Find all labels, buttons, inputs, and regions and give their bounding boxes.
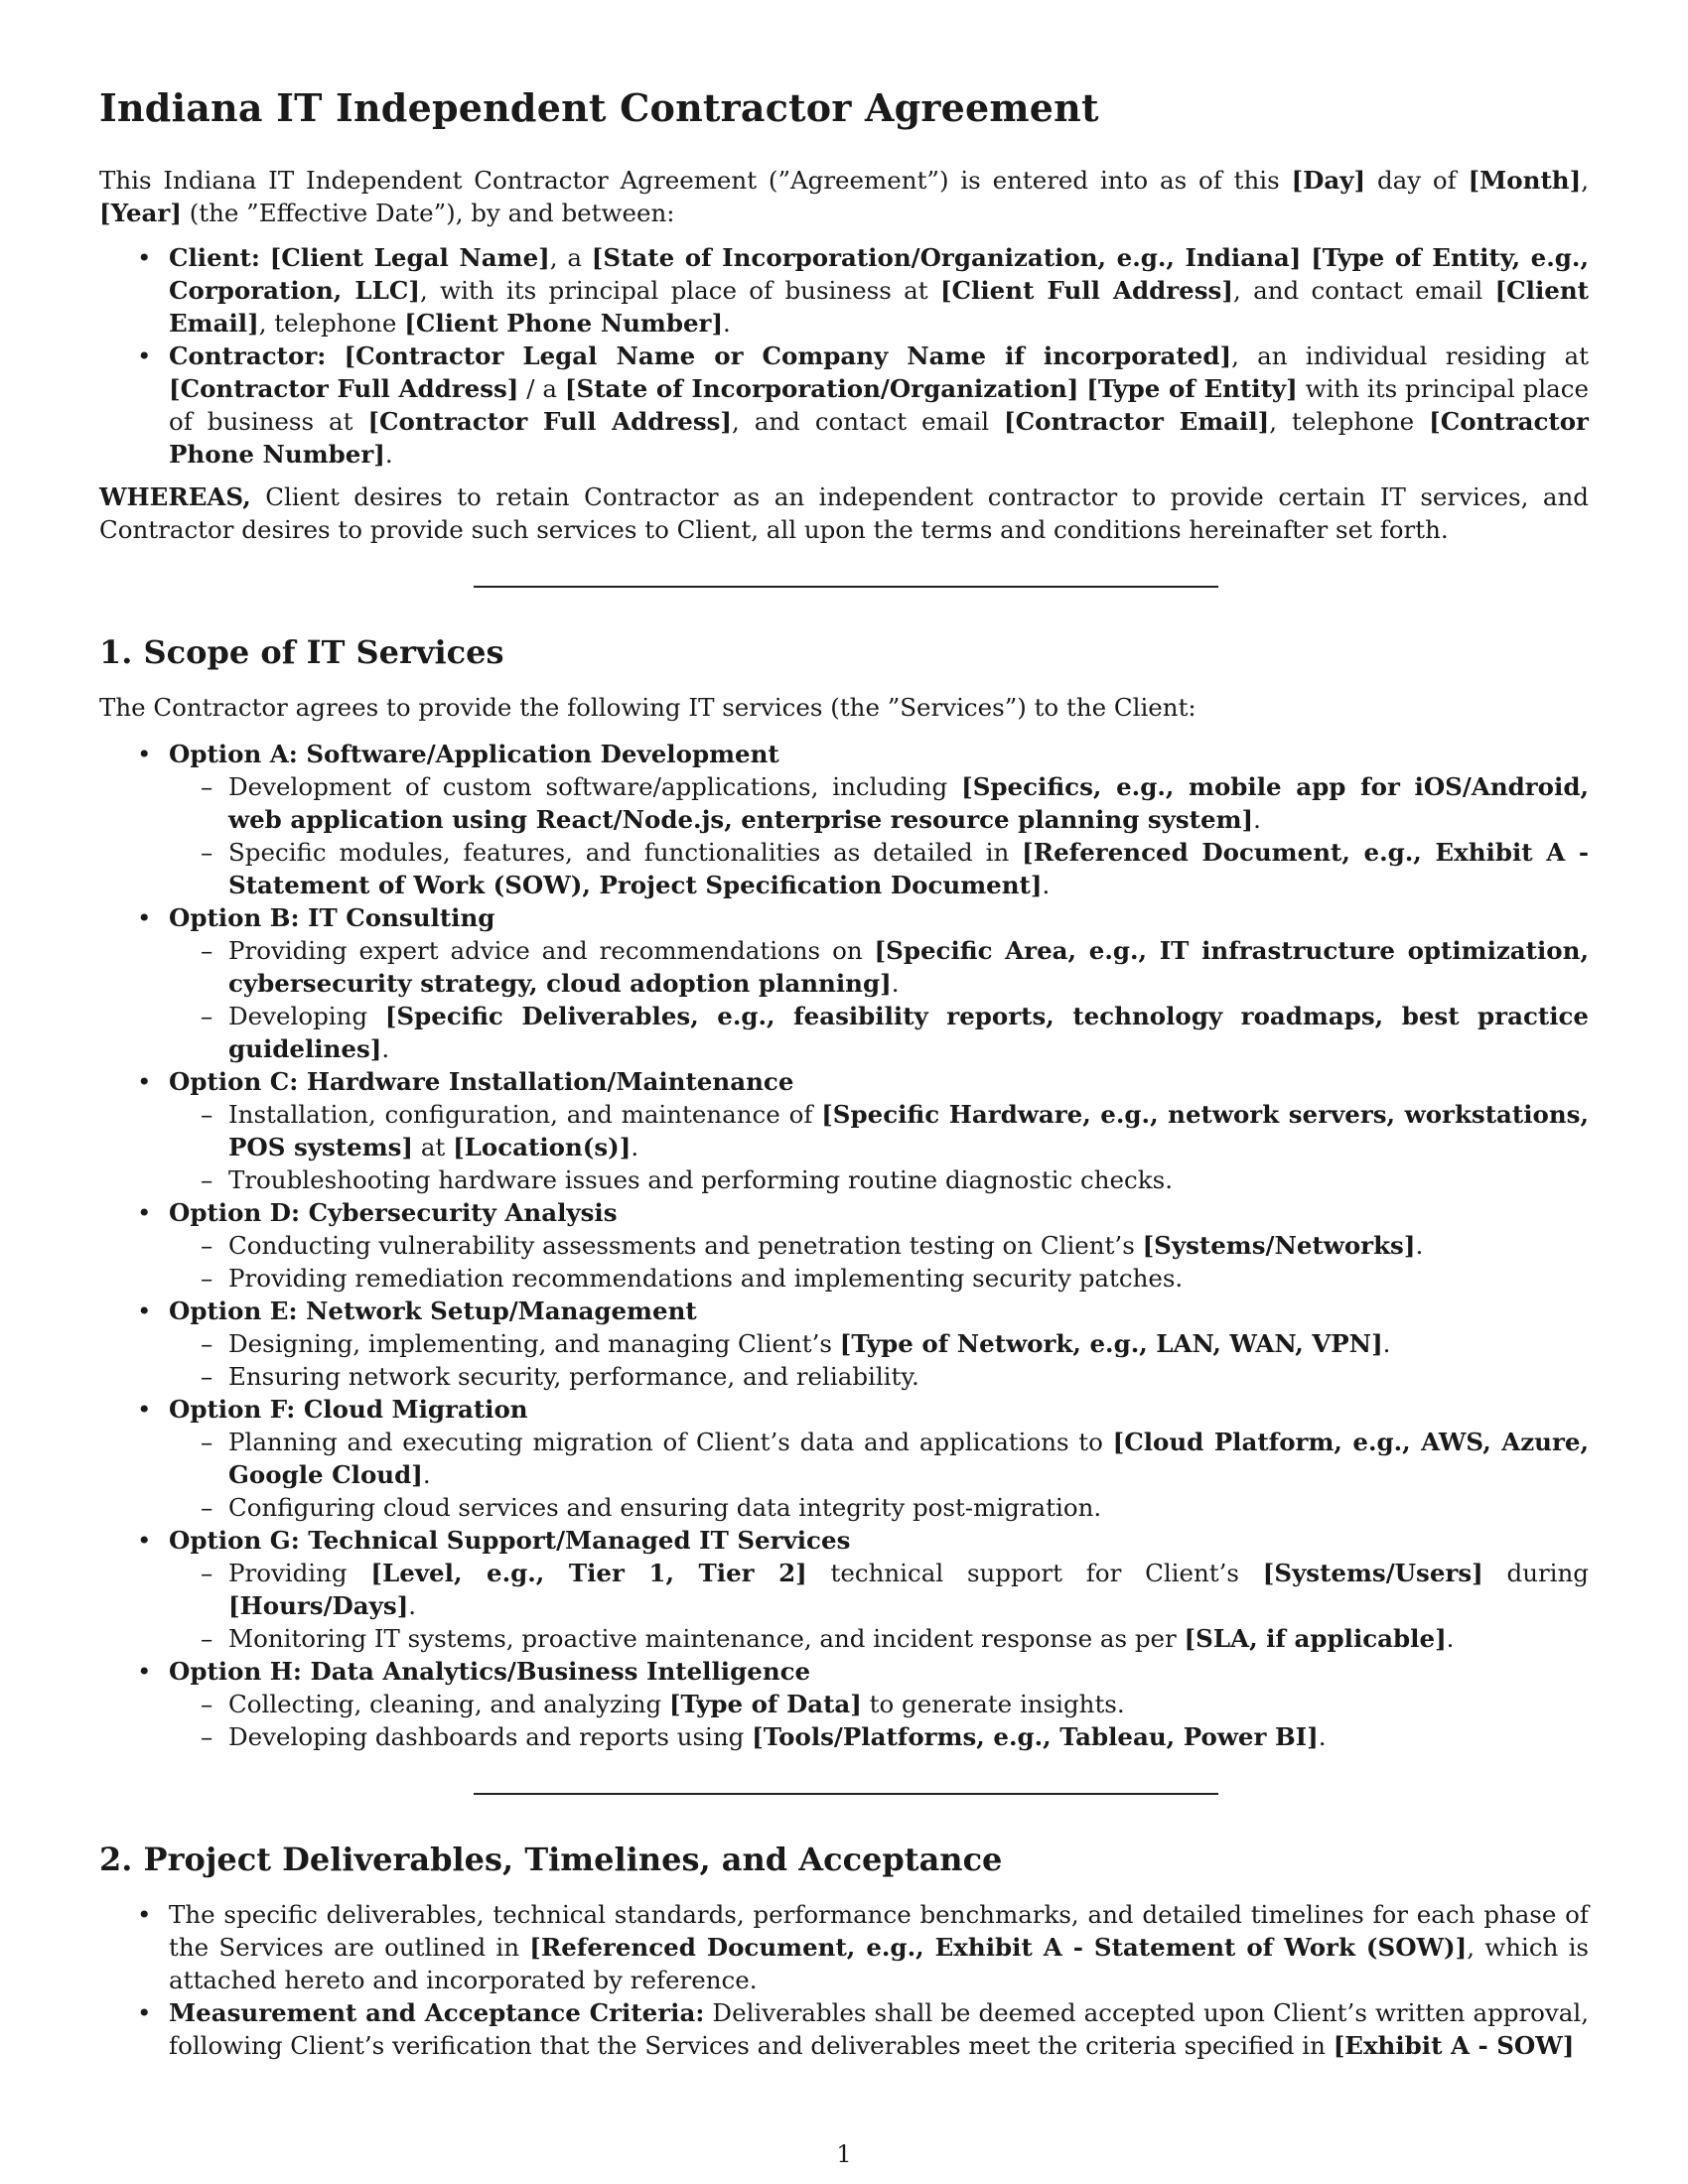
option-details bbox=[169, 1426, 1589, 1524]
text: . bbox=[1382, 1329, 1391, 1358]
text: technical support for Client’s bbox=[806, 1559, 1263, 1587]
intro-text: , bbox=[1581, 166, 1589, 195]
text: Deliverables shall be deemed accepted upon Client’s written approval, following Client’s verification that the Services and deliverables meet the criteria specified in bbox=[169, 1998, 1589, 2060]
option-e bbox=[99, 1295, 1589, 1393]
intro-text: day of bbox=[1365, 166, 1469, 195]
whereas-paragraph bbox=[99, 480, 1589, 546]
text: , and contact email bbox=[732, 407, 1005, 436]
text: / a bbox=[518, 374, 565, 403]
text: Designing, implementing, and managing Client’s bbox=[228, 1329, 840, 1358]
detail-item bbox=[169, 1622, 1589, 1655]
section-heading: 1. Scope of IT Services bbox=[99, 633, 504, 671]
parties-list bbox=[99, 241, 1589, 471]
text: during bbox=[1482, 1559, 1589, 1587]
placeholder: [Specifics, e.g., mobile app for iOS/Android, web application using React/Node.js, enterprise resource planning system] bbox=[228, 772, 1589, 834]
intro-paragraph bbox=[99, 164, 1589, 229]
placeholder: [Specific Area, e.g., IT infrastructure optimization, cybersecurity strategy, cloud adoption planning] bbox=[228, 936, 1589, 998]
detail-item bbox=[169, 1426, 1589, 1491]
placeholder: [Client Full Address] bbox=[939, 276, 1233, 305]
option-title: Option G: Technical Support/Managed IT Services bbox=[169, 1526, 851, 1555]
document-page bbox=[99, 85, 1589, 2062]
text bbox=[326, 341, 344, 370]
option-b bbox=[99, 901, 1589, 1065]
option-c bbox=[99, 1065, 1589, 1196]
text bbox=[260, 243, 270, 272]
option-details bbox=[169, 1098, 1589, 1196]
text: Developing bbox=[228, 1002, 385, 1030]
text: , a bbox=[549, 243, 592, 272]
detail-item: – Configuring cloud services and ensuring data integrity post-migration. bbox=[169, 1491, 1589, 1524]
detail-item: – Providing remediation recommendations and implementing security patches. bbox=[169, 1262, 1589, 1295]
text: . bbox=[1446, 1624, 1455, 1653]
acceptance-criteria-item bbox=[99, 1996, 1589, 2062]
text: at bbox=[413, 1133, 454, 1161]
whereas-label: WHEREAS, bbox=[99, 482, 251, 511]
option-a bbox=[99, 738, 1589, 901]
option-details bbox=[169, 1688, 1589, 1753]
placeholder: [Type of Data] bbox=[668, 1690, 862, 1718]
text: . bbox=[891, 969, 900, 998]
text: to generate insights. bbox=[861, 1690, 1125, 1718]
detail-item: – Ensuring network security, performance, and reliability. bbox=[169, 1360, 1589, 1393]
text: Installation, configuration, and maintenance of bbox=[228, 1100, 822, 1129]
option-title: Option C: Hardware Installation/Maintenance bbox=[169, 1067, 794, 1096]
detail-item bbox=[169, 836, 1589, 901]
document-title: Indiana IT Independent Contractor Agreement bbox=[99, 85, 1099, 130]
placeholder: [Contractor Full Address] bbox=[169, 374, 519, 403]
detail-item bbox=[169, 1688, 1589, 1720]
placeholder: [State of Incorporation/Organization] bbox=[564, 374, 1079, 403]
text: The specific deliverables, technical standards, performance benchmarks, and detailed timelines for each phase of the Services are outlined in bbox=[169, 1900, 1589, 1962]
placeholder: [Systems/Networks] bbox=[1142, 1231, 1416, 1260]
text: . bbox=[1415, 1231, 1424, 1260]
party-label: Contractor: bbox=[169, 341, 327, 370]
placeholder: [Client Phone Number] bbox=[404, 309, 724, 338]
detail-item bbox=[169, 1000, 1589, 1065]
placeholder: [Contractor Phone Number] bbox=[169, 407, 1589, 469]
placeholder: [Hours/Days] bbox=[228, 1591, 409, 1620]
placeholder: [Client Legal Name] bbox=[269, 243, 550, 272]
placeholder: [Type of Network, e.g., LAN, WAN, VPN] bbox=[839, 1329, 1383, 1358]
text: . bbox=[1253, 805, 1261, 834]
text: Monitoring IT systems, proactive maintenance, and incident response as per bbox=[228, 1624, 1185, 1653]
option-d bbox=[99, 1196, 1589, 1295]
option-title: Option H: Data Analytics/Business Intelligence bbox=[169, 1657, 811, 1686]
text bbox=[1301, 243, 1311, 272]
section-divider bbox=[474, 1793, 1218, 1795]
option-title: Option D: Cybersecurity Analysis bbox=[169, 1198, 618, 1227]
text: , with its principal place of business at bbox=[419, 276, 940, 305]
placeholder: [Contractor Email] bbox=[1004, 407, 1270, 436]
text: Planning and executing migration of Client’s data and applications to bbox=[228, 1428, 1113, 1456]
option-title: Option F: Cloud Migration bbox=[169, 1395, 528, 1424]
option-h bbox=[99, 1655, 1589, 1753]
placeholder: [Type of Entity, e.g., Corporation, LLC] bbox=[169, 243, 1589, 305]
detail-item bbox=[169, 1557, 1589, 1622]
detail-item bbox=[169, 1720, 1589, 1753]
option-details bbox=[169, 1557, 1589, 1655]
option-details bbox=[169, 1229, 1589, 1295]
party-label: Client: bbox=[169, 243, 260, 272]
detail-item bbox=[169, 1229, 1589, 1262]
section-intro: The Contractor agrees to provide the following IT services (the ”Services”) to the Client: bbox=[99, 693, 1196, 722]
placeholder: [Referenced Document, e.g., Exhibit A - Statement of Work (SOW), Project Specification Document] bbox=[228, 838, 1589, 899]
page-number: 1 bbox=[836, 2140, 852, 2168]
placeholder: [Cloud Platform, e.g., AWS, Azure, Google Cloud] bbox=[228, 1428, 1589, 1489]
detail-item bbox=[169, 770, 1589, 836]
option-details bbox=[169, 934, 1589, 1065]
text: , and contact email bbox=[1232, 276, 1495, 305]
deliverables-item bbox=[99, 1898, 1589, 1996]
text: , telephone bbox=[1269, 407, 1430, 436]
placeholder: [Specific Deliverables, e.g., feasibility reports, technology roadmaps, best practice guidelines] bbox=[228, 1002, 1590, 1063]
text: . bbox=[631, 1133, 639, 1161]
detail-item bbox=[169, 1327, 1589, 1360]
section-divider bbox=[474, 586, 1218, 588]
text: . bbox=[381, 1034, 390, 1063]
placeholder: [Level, e.g., Tier 1, Tier 2] bbox=[370, 1559, 807, 1587]
option-title: Option E: Network Setup/Management bbox=[169, 1297, 697, 1325]
text: Collecting, cleaning, and analyzing bbox=[228, 1690, 669, 1718]
text: Providing bbox=[228, 1559, 371, 1587]
option-details bbox=[169, 770, 1589, 901]
section-heading: 2. Project Deliverables, Timelines, and Acceptance bbox=[99, 1841, 1003, 1878]
text: . bbox=[422, 1460, 431, 1489]
detail-item: – Troubleshooting hardware issues and performing routine diagnostic checks. bbox=[169, 1163, 1589, 1196]
placeholder-day: [Day] bbox=[1291, 166, 1366, 195]
placeholder: [Client Email] bbox=[169, 276, 1589, 338]
option-title: Option A: Software/Application Development bbox=[169, 740, 779, 768]
text: . bbox=[408, 1591, 417, 1620]
placeholder: [Tools/Platforms, e.g., Tableau, Power BI] bbox=[752, 1722, 1319, 1751]
text: , which is attached hereto and incorporated by reference. bbox=[169, 1933, 1590, 1994]
placeholder: [Location(s)] bbox=[453, 1133, 632, 1161]
placeholder: [SLA, if applicable] bbox=[1184, 1624, 1447, 1653]
deliverables-list bbox=[99, 1898, 1589, 2062]
placeholder-year: [Year] bbox=[99, 199, 182, 227]
text: Specific modules, features, and functionalities as detailed in bbox=[228, 838, 1023, 867]
option-f bbox=[99, 1393, 1589, 1524]
placeholder: [Contractor Legal Name or Company Name if incorporated] bbox=[344, 341, 1232, 370]
intro-text: (the ”Effective Date”), by and between: bbox=[181, 199, 675, 227]
placeholder: [Specific Hardware, e.g., network servers, workstations, POS systems] bbox=[228, 1100, 1590, 1161]
placeholder: [Referenced Document, e.g., Exhibit A - Statement of Work (SOW)] bbox=[529, 1933, 1468, 1962]
text: Developing dashboards and reports using bbox=[228, 1722, 753, 1751]
text: . bbox=[723, 309, 731, 338]
text: . bbox=[1318, 1722, 1327, 1751]
placeholder: [Contractor Full Address] bbox=[367, 407, 733, 436]
text: Conducting vulnerability assessments and penetration testing on Client’s bbox=[228, 1231, 1143, 1260]
text: . bbox=[1042, 871, 1051, 899]
option-title: Option B: IT Consulting bbox=[169, 903, 495, 932]
placeholder: [State of Incorporation/Organization, e.g., Indiana] bbox=[591, 243, 1302, 272]
placeholder-month: [Month] bbox=[1468, 166, 1582, 195]
whereas-text: Client desires to retain Contractor as an independent contractor to provide certain IT services, and Contractor desires to provide such services to Client, all upon the terms and conditions hereinafter set forth. bbox=[99, 482, 1589, 544]
services-options-list bbox=[99, 738, 1589, 1753]
placeholder: [Exhibit A - SOW] bbox=[1333, 2031, 1575, 2060]
text: Development of custom software/applications, including bbox=[228, 772, 962, 801]
detail-item bbox=[169, 1098, 1589, 1163]
party-contractor bbox=[99, 340, 1589, 471]
option-g bbox=[99, 1524, 1589, 1655]
text: Providing expert advice and recommendations on bbox=[228, 936, 875, 965]
intro-text: This Indiana IT Independent Contractor Agreement (”Agreement”) is entered into as of this bbox=[99, 166, 1292, 195]
text: with its principal place of business at bbox=[169, 374, 1589, 436]
option-details bbox=[169, 1327, 1589, 1393]
text: , an individual residing at bbox=[1231, 341, 1589, 370]
placeholder: [Type of Entity] bbox=[1086, 374, 1298, 403]
party-client bbox=[99, 241, 1589, 340]
detail-item bbox=[169, 934, 1589, 1000]
placeholder: [Systems/Users] bbox=[1262, 1559, 1483, 1587]
text: , telephone bbox=[258, 309, 405, 338]
item-label: Measurement and Acceptance Criteria: bbox=[169, 1998, 705, 2027]
text: . bbox=[384, 440, 393, 469]
